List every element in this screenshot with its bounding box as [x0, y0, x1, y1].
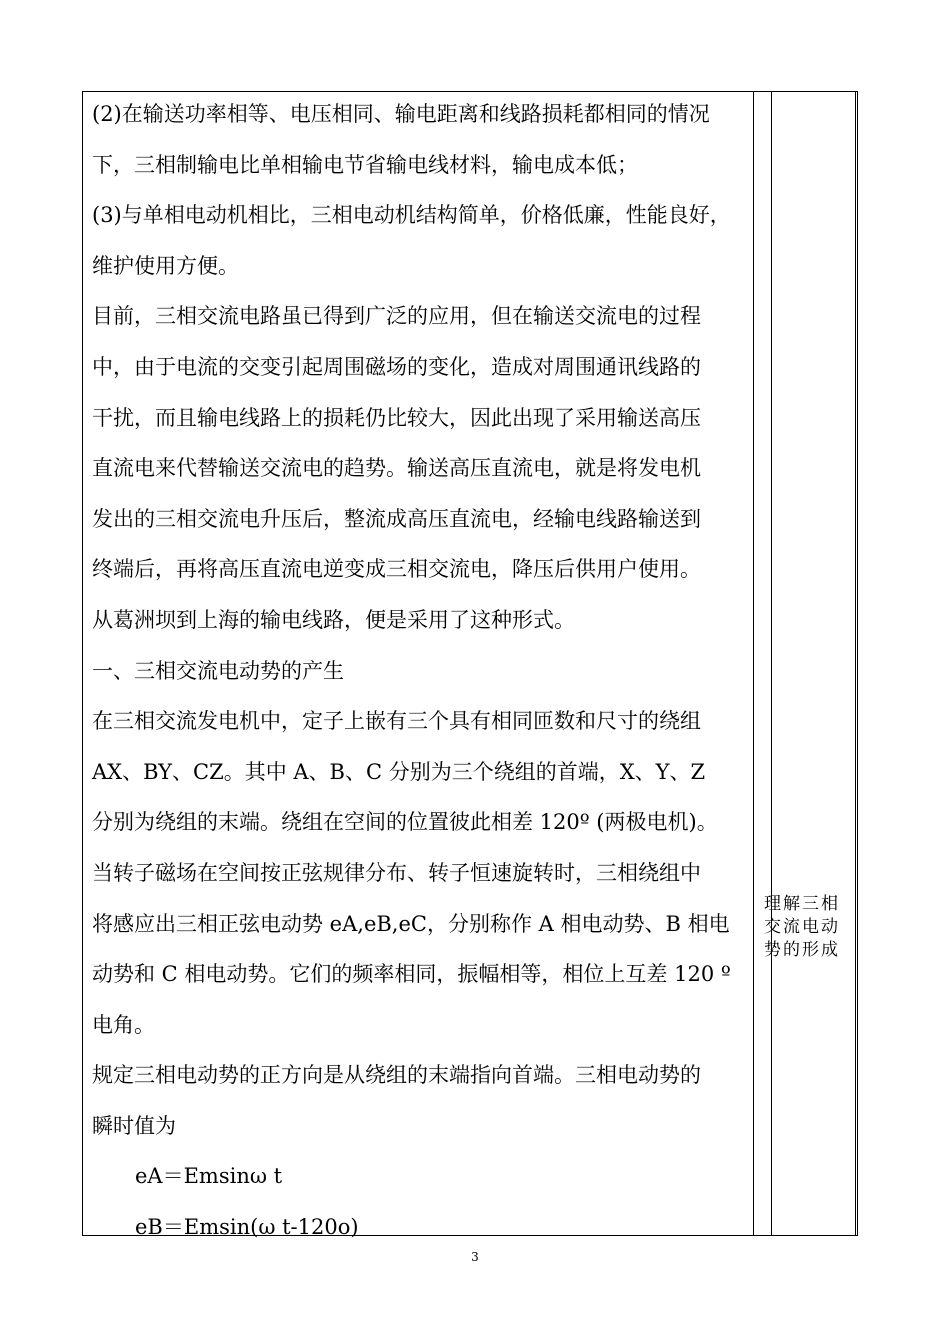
text-line: 干扰，而且输电线路上的损耗仍比较大，因此出现了采用输送高压: [92, 405, 701, 430]
formula-line: eB＝Emsin(ω t-120o): [135, 1215, 359, 1240]
text-line: 动势和 C 相电动势。它们的频率相同，振幅相等，相位上互差 120 º: [92, 962, 731, 987]
text-line: 下，三相制输电比单相输电节省输电线材料，输电成本低；: [92, 152, 638, 177]
text-line: 中，由于电流的交变引起周围磁场的变化，造成对周围通讯线路的: [92, 354, 701, 379]
text-line: 发出的三相交流电升压后，整流成高压直流电，经输电线路输送到: [92, 506, 701, 531]
text-line: 从葛洲坝到上海的输电线路，便是采用了这种形式。: [92, 607, 575, 632]
section-heading: 一、三相交流电动势的产生: [92, 658, 344, 683]
text-line: 分别为绕组的末端。绕组在空间的位置彼此相差 120º (两极电机)。: [92, 810, 718, 835]
text-line: 维护使用方便。: [92, 253, 239, 278]
formula-line: eA＝Emsinω t: [135, 1164, 283, 1189]
column-divider: [753, 91, 754, 1236]
side-note-line: 势的形成: [764, 940, 840, 960]
page-number: 3: [471, 1250, 479, 1264]
text-line: AX、BY、CZ。其中 A、B、C 分别为三个绕组的首端，X、Y、Z: [92, 759, 706, 784]
text-line: (3)与单相电动机相比，三相电动机结构简单，价格低廉，性能良好，: [92, 203, 731, 228]
text-line: 终端后，再将高压直流电逆变成三相交流电，降压后供用户使用。: [92, 557, 701, 582]
text-line: (2)在输送功率相等、电压相同、输电距离和线路损耗都相同的情况: [92, 102, 710, 126]
text-line: 将感应出三相正弦电动势 eA,eB,eC，分别称作 A 相电动势、B 相电: [92, 911, 730, 936]
text-line: 在三相交流发电机中，定子上嵌有三个具有相同匝数和尺寸的绕组: [92, 709, 701, 734]
column-divider: [771, 91, 772, 1236]
text-line: 直流电来代替输送交流电的趋势。输送高压直流电，就是将发电机: [92, 456, 701, 481]
side-note-cell: [764, 893, 850, 962]
text-line: 电角。: [92, 1012, 155, 1037]
text-line: 目前，三相交流电路虽已得到广泛的应用，但在输送交流电的过程: [92, 304, 701, 329]
text-line: 规定三相电动势的正方向是从绕组的末端指向首端。三相电动势的: [92, 1063, 701, 1088]
main-text-cell: [92, 89, 752, 1253]
text-line: 当转子磁场在空间按正弦规律分布、转子恒速旋转时，三相绕组中: [92, 860, 701, 885]
side-note-line: 理解三相: [764, 894, 840, 914]
text-line: 瞬时值为: [92, 1113, 176, 1138]
side-note-line: 交流电动: [764, 917, 840, 937]
column-divider: [855, 91, 856, 1236]
